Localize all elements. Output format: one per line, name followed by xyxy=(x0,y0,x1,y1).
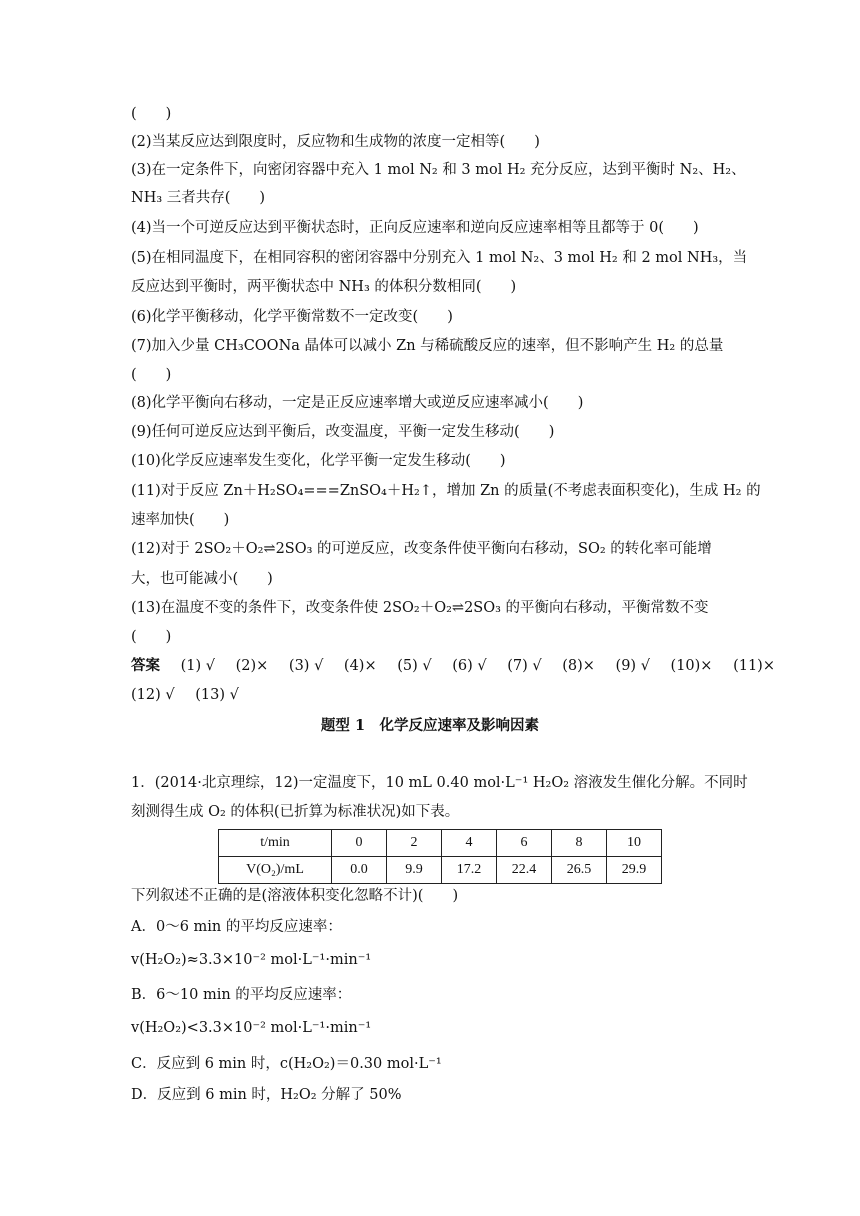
text-line: (12)对于 2SO₂＋O₂⇌2SO₃ 的可逆反应，改变条件使平衡向右移动，SO₂ 的转化率可能增 xyxy=(131,541,712,557)
text-line: ( ) xyxy=(131,367,172,383)
option-a: A．0～6 min 的平均反应速率： xyxy=(131,919,342,935)
answer-item: (8)× xyxy=(562,658,595,674)
text-line: (10)化学反应速率发生变化，化学平衡一定发生移动( ) xyxy=(131,453,506,469)
text-line: (5)在相同温度下，在相同容积的密闭容器中分别充入 1 mol N₂、3 mol H₂ 和 2 mol NH₃，当 xyxy=(131,250,748,266)
answer-item: (10)× xyxy=(670,658,713,674)
text-line: (9)任何可逆反应达到平衡后，改变温度，平衡一定发生移动( ) xyxy=(131,424,555,440)
option-b-value: v(H₂O₂)<3.3×10⁻² mol·L⁻¹·min⁻¹ xyxy=(131,1020,372,1036)
table-cell: 6 xyxy=(497,830,552,857)
table-cell: 10 xyxy=(607,830,662,857)
text-line: (3)在一定条件下，向密闭容器中充入 1 mol N₂ 和 3 mol H₂ 充分反应，达到平衡时 N₂、H₂、 xyxy=(131,162,746,178)
text-line: (8)化学平衡向右移动，一定是正反应速率增大或逆反应速率减小( ) xyxy=(131,395,584,411)
table-row xyxy=(219,857,662,884)
text-line: NH₃ 三者共存( ) xyxy=(131,190,266,206)
table-row xyxy=(219,830,662,857)
answer-item: (13) √ xyxy=(195,687,239,703)
question-stem: 1．(2014·北京理综，12)一定温度下，10 mL 0.40 mol·L⁻¹ H₂O₂ 溶液发生催化分解。不同时 xyxy=(131,775,748,791)
text-line: ( ) xyxy=(131,106,172,122)
table-cell: 26.5 xyxy=(552,857,607,884)
answer-item: (1) √ xyxy=(180,658,215,674)
table-cell: 9.9 xyxy=(387,857,442,884)
text-line: 速率加快( ) xyxy=(131,512,230,528)
table-cell: 0.0 xyxy=(332,857,387,884)
table-cell: 22.4 xyxy=(497,857,552,884)
text-line: (13)在温度不变的条件下，改变条件使 2SO₂＋O₂⇌2SO₃ 的平衡向右移动，平衡常数不变 xyxy=(131,600,709,616)
table-cell: 4 xyxy=(442,830,497,857)
option-d: D．反应到 6 min 时，H₂O₂ 分解了 50% xyxy=(131,1087,402,1103)
question-stem: 刻测得生成 O₂ 的体积(已折算为标准状况)如下表。 xyxy=(131,804,460,820)
answer-item: (6) √ xyxy=(452,658,487,674)
text-line: (7)加入少量 CH₃COONa 晶体可以减小 Zn 与稀硫酸反应的速率，但不影响产生 H₂ 的总量 xyxy=(131,338,724,354)
text-line: ( ) xyxy=(131,629,172,645)
answer-item: (12) √ xyxy=(131,687,175,703)
text-line: 反应达到平衡时，两平衡状态中 NH₃ 的体积分数相同( ) xyxy=(131,279,517,295)
section-title: 题型 1 化学反应速率及影响因素 xyxy=(320,717,540,734)
table-header-cell: V(O₂)/mL xyxy=(219,857,332,884)
answer-item: (4)× xyxy=(343,658,377,674)
table-cell: 2 xyxy=(387,830,442,857)
data-table xyxy=(218,829,662,884)
answer-line xyxy=(131,656,791,676)
option-b: B．6～10 min 的平均反应速率： xyxy=(131,987,352,1003)
answer-item: (5) √ xyxy=(397,658,432,674)
answer-item: (3) √ xyxy=(288,658,324,674)
question-prompt: 下列叙述不正确的是(溶液体积变化忽略不计)( ) xyxy=(131,888,459,904)
text-line: (2)当某反应达到限度时，反应物和生成物的浓度一定相等( ) xyxy=(131,134,540,150)
answer-item: (11)× xyxy=(733,658,775,674)
table-cell: 8 xyxy=(552,830,607,857)
table-header-cell: t/min xyxy=(219,830,332,857)
table-cell: 29.9 xyxy=(607,857,662,884)
option-a-value: v(H₂O₂)≈3.3×10⁻² mol·L⁻¹·min⁻¹ xyxy=(131,952,372,968)
text-line: 大，也可能减小( ) xyxy=(131,571,273,587)
answer-item: (2)× xyxy=(235,658,269,674)
answer-line-2 xyxy=(131,685,255,705)
answer-label: 答案 xyxy=(131,657,160,674)
answer-item: (7) √ xyxy=(507,658,542,674)
table-cell: 17.2 xyxy=(442,857,497,884)
option-c: C．反应到 6 min 时，c(H₂O₂)＝0.30 mol·L⁻¹ xyxy=(131,1056,442,1072)
table-cell: 0 xyxy=(332,830,387,857)
text-line: (4)当一个可逆反应达到平衡状态时，正向反应速率和逆向反应速率相等且都等于 0( ) xyxy=(131,220,699,236)
answer-item: (9) √ xyxy=(615,658,650,674)
text-line: (6)化学平衡移动，化学平衡常数不一定改变( ) xyxy=(131,309,453,325)
text-line: (11)对于反应 Zn＋H₂SO₄===ZnSO₄＋H₂↑，增加 Zn 的质量(不考虑表面积变化)，生成 H₂ 的 xyxy=(131,483,761,499)
